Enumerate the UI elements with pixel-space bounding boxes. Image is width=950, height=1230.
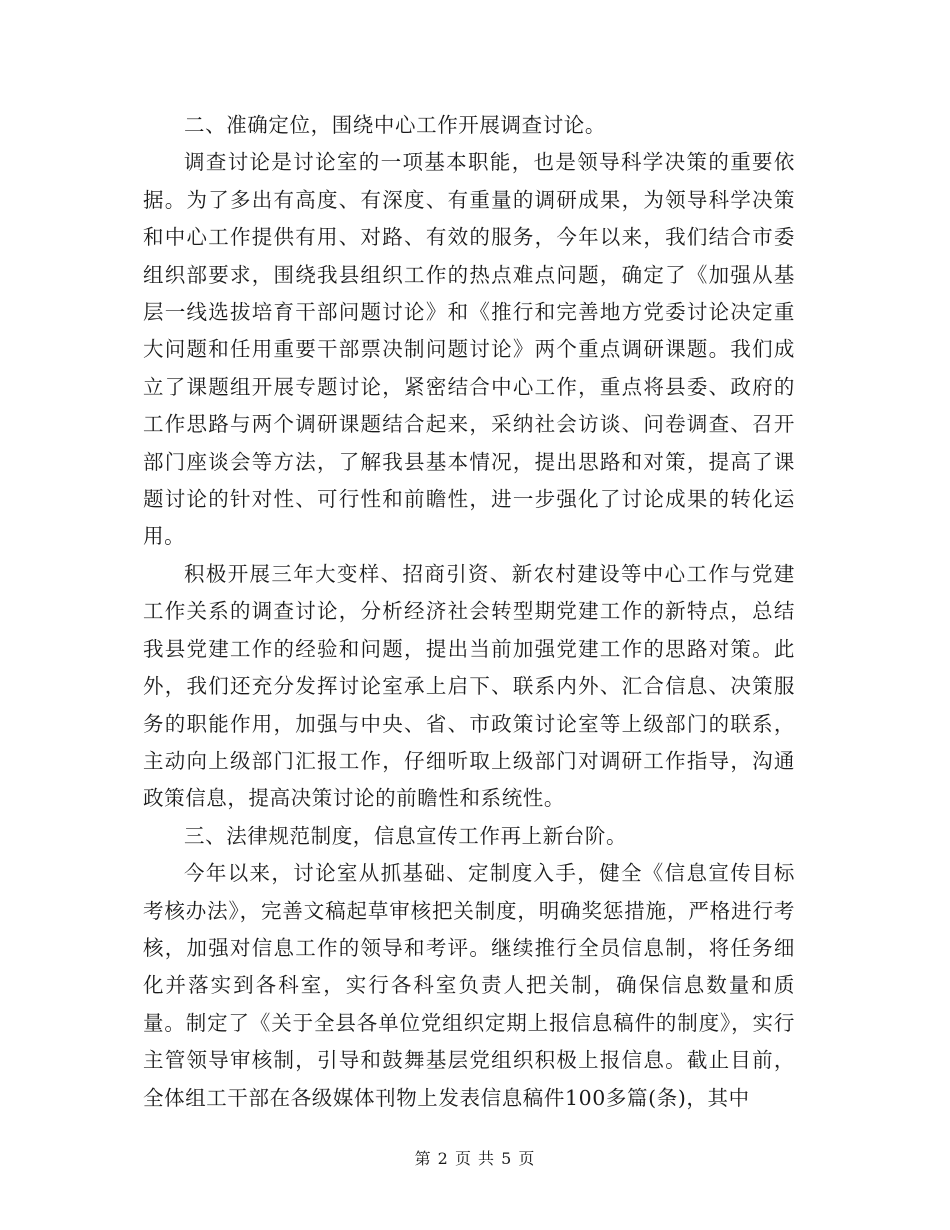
section-heading-3: 三、法律规范制度，信息宣传工作再上新台阶。 xyxy=(184,823,628,848)
paragraph: 今年以来，讨论室从抓基础、定制度入手，健全《信息宣传目标考核办法》，完善文稿起草审核把关制度，明确奖惩措施，严格进行考核，加强对信息工作的领导和考评。继续推行全员信息制，将任务细化并落实到各科室，实行各科室负责人把关制，确保信息数量和质量。制定了《关于全县各单位党组织定期上报信息稿件的制度》，实行主管领导审核制，引导和鼓舞基层党组织积极上报信息。截止目前，全体组工干部在各级媒体刊物上发表信息稿件100多篇(条)，其中 xyxy=(143,861,795,1110)
page-footer xyxy=(0,1146,950,1169)
page-number: 第 2 页 共 5 页 xyxy=(414,1149,536,1168)
section-heading-2: 二、准确定位，围绕中心工作开展调查讨论。 xyxy=(184,113,606,137)
paragraph: 调查讨论是讨论室的一项基本职能，也是领导科学决策的重要依据。为了多出有高度、有深度、有重量的调研成果，为领导科学决策和中心工作提供有用、对路、有效的服务，今年以来，我们结合市委组织部要求，围绕我县组织工作的热点难点问题，确定了《加强从基层一线选拔培育干部问题讨论》和《推行和完善地方党委讨论决定重大问题和任用重要干部票决制问题讨论》两个重点调研课题。我们成立了课题组开展专题讨论，紧密结合中心工作，重点将县委、政府的工作思路与两个调研课题结合起来，采纳社会访谈、问卷调查、召开部门座谈会等方法，了解我县基本情况，提出思路和对策，提高了课题讨论的针对性、可行性和前瞻性，进一步强化了讨论成果的转化运用。 xyxy=(143,150,795,549)
document-body xyxy=(143,107,795,1117)
paragraph: 积极开展三年大变样、招商引资、新农村建设等中心工作与党建工作关系的调查讨论，分析经济社会转型期党建工作的新特点，总结我县党建工作的经验和问题，提出当前加强党建工作的思路对策。此外，我们还充分发挥讨论室承上启下、联系内外、汇合信息、决策服务的职能作用，加强与中央、省、市政策讨论室等上级部门的联系，主动向上级部门汇报工作，仔细听取上级部门对调研工作指导，沟通政策信息，提高决策讨论的前瞻性和系统性。 xyxy=(143,561,795,811)
